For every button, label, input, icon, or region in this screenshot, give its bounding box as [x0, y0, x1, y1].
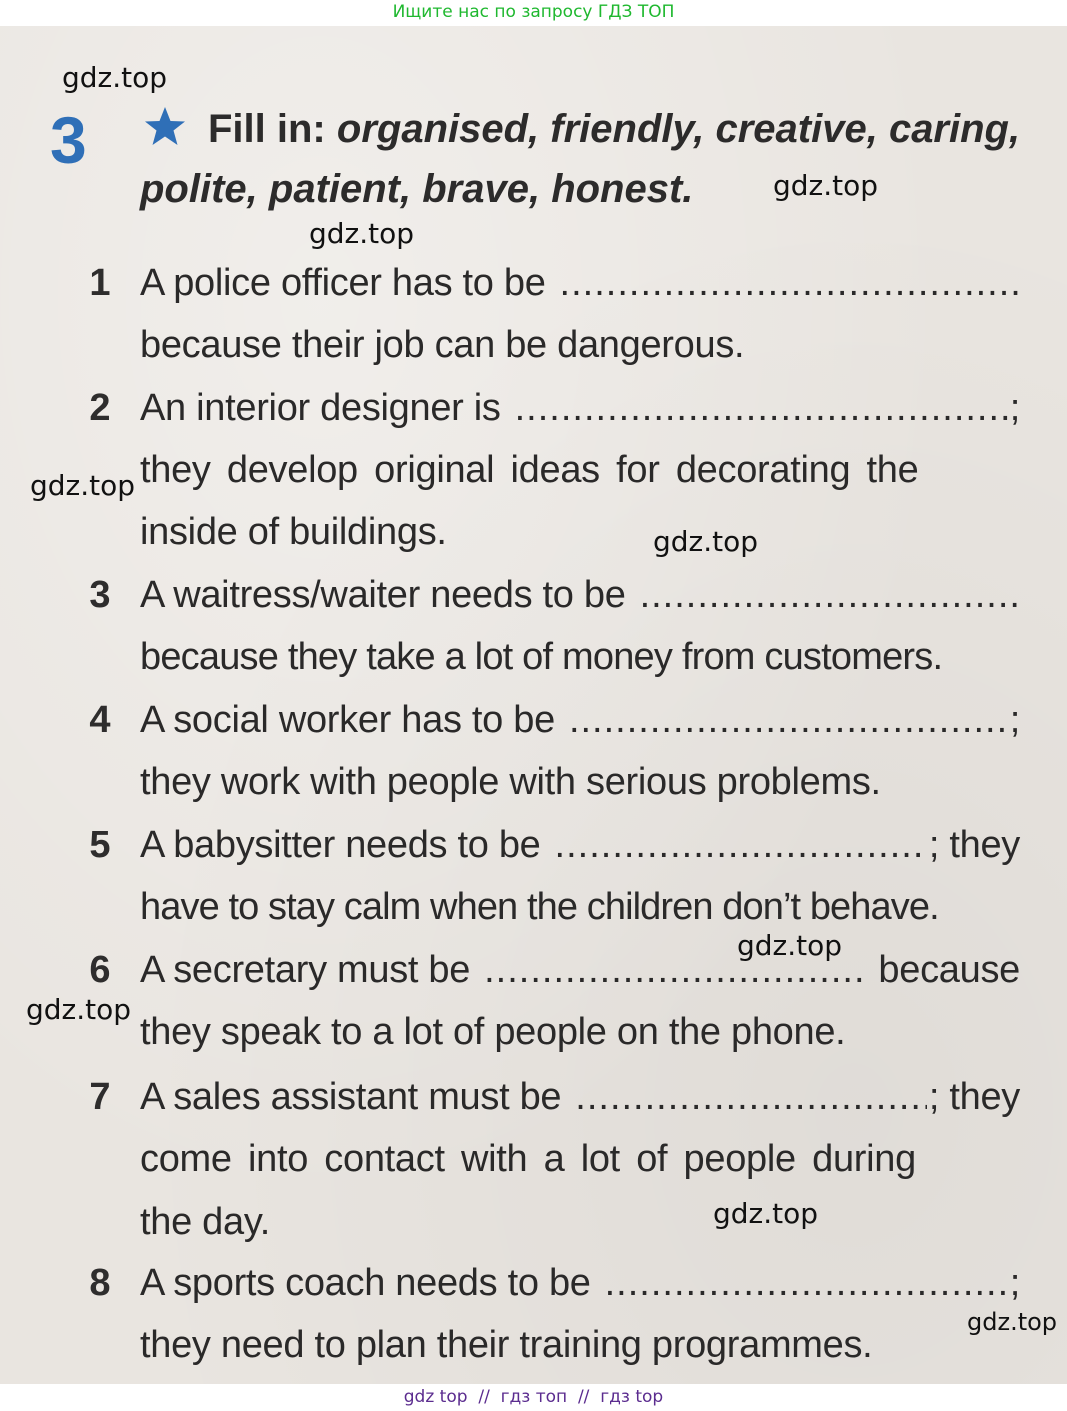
item-line	[140, 258, 1020, 308]
instruction-words-2: polite, patient, brave, honest.	[140, 167, 694, 211]
item-text: A social worker has to be	[140, 699, 555, 741]
answer-blank	[575, 1072, 927, 1122]
item-line	[140, 757, 1020, 807]
item-line	[140, 882, 1020, 932]
item-number: 8	[89, 1262, 111, 1304]
answer-blank	[640, 570, 1020, 620]
item-number: 2	[89, 387, 111, 429]
watermark: gdz.top	[30, 469, 136, 502]
item-number: 6	[89, 949, 111, 991]
item-text-after: ;	[1009, 387, 1020, 429]
instruction-line-2	[140, 164, 693, 214]
item-number: 5	[89, 824, 111, 866]
answer-blank	[569, 695, 1008, 745]
item-text: because their job can be dangerous.	[140, 324, 745, 366]
watermark: gdz.top	[309, 217, 415, 250]
watermark: gdz.top	[62, 61, 168, 94]
item-text-after: ; they	[928, 824, 1020, 866]
item-number: 1	[89, 262, 111, 304]
item-line	[140, 507, 1020, 557]
answer-blank	[605, 1258, 1008, 1308]
watermark: gdz.top	[737, 929, 843, 962]
top-banner: Ищите нас по запросу ГДЗ ТОП	[392, 2, 675, 22]
bottom-banner: gdz top // гдз топ // гдз top	[0, 1384, 1067, 1411]
item-text: come into contact with a lot of people during	[140, 1138, 916, 1180]
exercise-number: 3	[50, 103, 87, 177]
item-text: A police officer has to be	[140, 262, 546, 304]
star-icon	[143, 105, 187, 149]
item-text: An interior designer is	[140, 387, 501, 429]
watermark: gdz.top	[967, 1308, 1058, 1336]
answer-blank	[560, 258, 1020, 308]
item-line	[140, 1320, 1020, 1370]
item-line	[140, 445, 1020, 495]
item-text: because they take a lot of money from customers.	[140, 636, 943, 678]
item-text: they need to plan their training programmes.	[140, 1324, 873, 1366]
item-line	[140, 320, 1020, 370]
item-line	[140, 1134, 1020, 1184]
item-line	[140, 632, 1020, 682]
item-text-after: because	[868, 949, 1020, 991]
watermark: gdz.top	[713, 1197, 819, 1230]
item-line	[140, 820, 1020, 870]
item-text: inside of buildings.	[140, 511, 447, 553]
item-text: A secretary must be	[140, 949, 471, 991]
instruction-words-1: organised, friendly, creative, caring,	[336, 107, 1021, 151]
watermark: gdz.top	[26, 993, 132, 1026]
item-text: they speak to a lot of people on the phone.	[140, 1011, 846, 1053]
item-text-after: ;	[1009, 699, 1020, 741]
answer-blank	[515, 383, 1008, 433]
item-line	[140, 695, 1020, 745]
instruction-lead: Fill in:	[208, 107, 326, 151]
item-text-after: ;	[1009, 1262, 1020, 1304]
item-text: A sports coach needs to be	[140, 1262, 591, 1304]
item-text: A waitress/waiter needs to be	[140, 574, 626, 616]
item-text: they develop original ideas for decorating the	[140, 449, 919, 491]
item-text: the day.	[140, 1201, 270, 1243]
item-line	[140, 1258, 1020, 1308]
item-line	[140, 570, 1020, 620]
watermark: gdz.top	[653, 525, 759, 558]
instruction-line-1	[208, 104, 1020, 154]
item-number: 7	[89, 1076, 111, 1118]
watermark: gdz.top	[773, 169, 879, 202]
item-text: they work with people with serious problems.	[140, 761, 881, 803]
item-text: A babysitter needs to be	[140, 824, 541, 866]
item-number: 4	[89, 699, 111, 741]
item-number: 3	[89, 574, 111, 616]
item-line	[140, 1197, 1020, 1247]
item-line	[140, 1072, 1020, 1122]
item-line	[140, 383, 1020, 433]
item-text-after: ; they	[928, 1076, 1020, 1118]
item-line	[140, 1007, 1020, 1057]
answer-blank	[555, 820, 927, 870]
item-line	[140, 945, 1020, 995]
item-text: A sales assistant must be	[140, 1076, 562, 1118]
item-text: have to stay calm when the children don’t behave.	[140, 886, 939, 928]
